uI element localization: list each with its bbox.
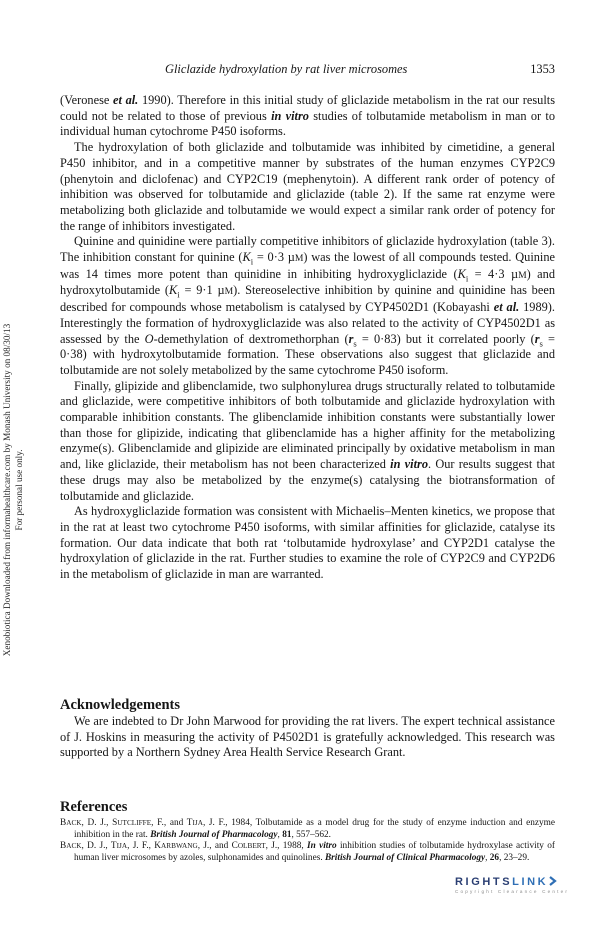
reference-item: BACK, D. J., TIJA, J. F., KARBWANG, J., and COLBERT, J., 1988, In vitro inhibition studies of tolbutamide hydroxylase activity of human liver microsomes by azoles, sulphonamides and quinolines. British Journal of Clinical Pharmacology, 26, 23–29. — [60, 841, 555, 863]
rightslink-rights-text: RIGHTS — [455, 876, 513, 888]
chevron-right-icon — [548, 876, 558, 886]
rightslink-link-text: LINK — [512, 876, 549, 888]
acknowledgements-section — [60, 696, 555, 761]
paragraph-5: As hydroxygliclazide formation was consistent with Michaelis–Menten kinetics, we propose that in the rat at least two cytochrome P450 isoforms, with similar affinities for gliclazide, catalyse its formation. Our data indicate that both rat ‘tolbutamide hydroxylase’ and CYP2D1 catalyse the hydroxylation of gliclazide in the rat. Further studies to examine the role of CYP2C9 and CYP2D6 in the metabolism of gliclazide in man are warranted. — [60, 504, 555, 582]
acknowledgements-text: We are indebted to Dr John Marwood for providing the rat livers. The expert technical assistance of J. Hoskins in measuring the activity of P4502D1 is gratefully acknowledged. This research was supported by a Northern Sydney Area Health Service Research Grant. — [60, 714, 555, 760]
download-watermark — [2, 280, 25, 700]
running-head — [60, 62, 555, 82]
body-text — [60, 93, 555, 583]
acknowledgements-heading: Acknowledgements — [60, 697, 181, 713]
paragraph-4: Finally, glipizide and glibenclamide, two sulphonylurea drugs structurally related to tolbutamide and gliclazide, were competitive inhibitors of both tolbutamide and gliclazide hydroxylation with comparable inhibition constants. The glibenclamide inhibition constants were substantially lower than those for glipizide, indicating that glibenclamide has a higher affinity for the metabolizing enzyme(s). Glibenclamide and glipizide are eliminated principally by oxidative metabolism in man and, like gliclazide, their metabolism has not been characterized in vitro. Our results suggest that these drugs may also be metabolized by the enzyme(s) catalysing the biotransformation of tolbutamide and gliclazide. — [60, 378, 555, 503]
references-section — [60, 798, 555, 864]
references-heading: References — [60, 799, 128, 815]
paragraph-2: The hydroxylation of both gliclazide and tolbutamide was inhibited by cimetidine, a general P450 inhibitor, and in a competitive manner by substrates of the human enzymes CYP2C9 (phenytoin and diclofenac) and CYP2C19 (mephenytoin). A different rank order of potency of inhibition was observed for tolbutamide and gliclazide (table 2). If the same rat enzyme were metabolizing both gliclazide and tolbutamide we would expect a similar rank order of potency for the range of inhibitors investigated. — [60, 140, 555, 233]
rightslink-logo[interactable] — [455, 876, 583, 900]
running-title: Gliclazide hydroxylation by rat liver microsomes — [165, 62, 408, 76]
rightslink-wordmark — [455, 876, 583, 888]
paragraph-1: (Veronese et al. 1990). Therefore in this initial study of gliclazide metabolism in the rat our results could not be related to those of previous in vitro studies of tolbutamide metabolism in man or to individual human cytochrome P450 isoforms. — [60, 93, 556, 139]
paragraph-3: Quinine and quinidine were partially competitive inhibitors of gliclazide hydroxylation (table 3). The inhibition constant for quinine ($K_i = 0\cdot 3$ µM) was the lowest of all compounds tested. Quinine was 14 times more potent than quinidine in inhibiting hydroxygliclazide ($K_i = 4\cdot 3$ µM) and hydroxytolbutamide ($K_i = 9\cdot 1$ µM). Stereoselective inhibition by quinine and quinidine has been described for compounds whose metabolism is catalysed by CYP4502D1 (Kobayashi et al. 1989). Interestingly the formation of hydroxygliclazide was also related to the activity of CYP4502D1 as assessed by the O-demethylation of dextromethorphan $(r_s = 0\cdot 83)$ but it correlated poorly $(r_s = 0\cdot 38)$ with hydroxytolbutamide formation. These observations also suggest that gliclazide and tolbutamide are not solely metabolized by the same cytochrome P450 isoform. — [60, 234, 555, 377]
download-watermark-line-1: Xenobiotica Downloaded from informahealthcare.com by Monash University on 08/30/13 — [2, 323, 12, 657]
rightslink-subtitle: Copyright Clearance Center — [455, 889, 570, 894]
page-number: 1353 — [530, 62, 555, 76]
download-watermark-line-2: For personal use only. — [13, 449, 24, 531]
reference-item: BACK, D. J., SUTCLIFFE, F., and TIJA, J. F., 1984, Tolbutamide as a model drug for the study of enzyme induction and enzyme inhibition in the rat. British Journal of Pharmacology, 81, 557–562. — [60, 818, 555, 840]
